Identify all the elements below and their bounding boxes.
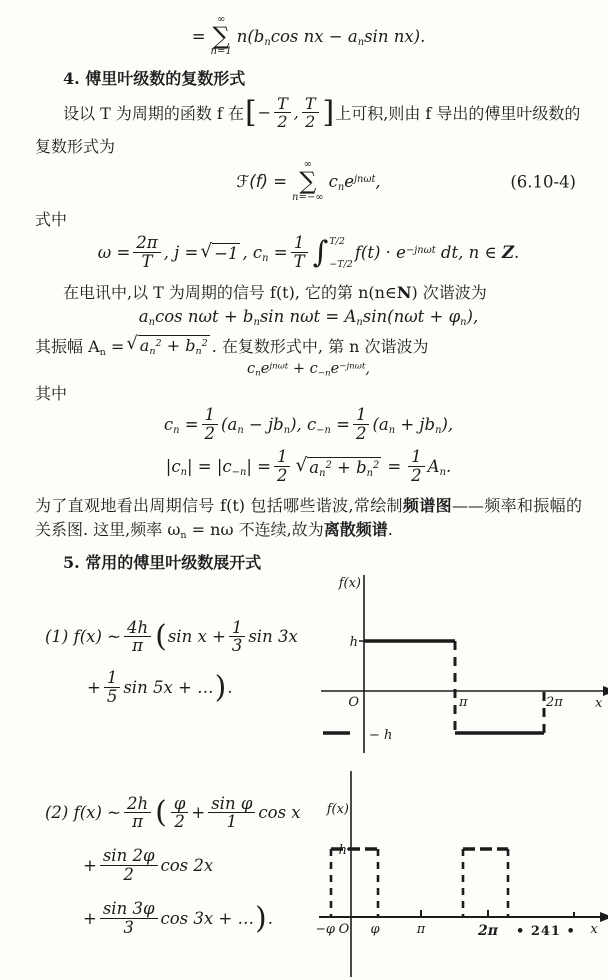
fraction-2pi-over-T <box>133 234 160 271</box>
formula-1-term1: sin x + <box>167 627 226 647</box>
fraction-T-over-2-right <box>302 95 319 131</box>
h-label: h <box>349 634 358 650</box>
formula-2-line2 <box>45 847 317 884</box>
numerator: sin 3φ <box>100 900 158 919</box>
denominator: 2 <box>305 112 316 132</box>
fraction-one-fifth <box>104 669 121 706</box>
equation-modulus <box>35 448 582 486</box>
equation-termwise-derivative <box>35 14 582 58</box>
numerator: 4h <box>124 619 151 638</box>
two-pi-label: 2π <box>478 922 498 939</box>
pi-label: π <box>459 694 468 710</box>
fraction-one-half <box>353 406 370 443</box>
j-definition: , j = <box>163 243 199 263</box>
integral-operator <box>313 236 353 270</box>
numerator: φ <box>171 795 189 814</box>
left-bracket: [ <box>244 95 257 131</box>
x-axis-arrow <box>603 686 608 696</box>
square-root-amplitude <box>295 454 381 479</box>
denominator: 2 <box>411 466 422 486</box>
fraction-4h-over-pi <box>124 619 151 656</box>
formula-2-line1 <box>45 795 317 832</box>
integral-upper-limit: T/2 <box>329 235 345 247</box>
y-axis-label: f(x) <box>326 801 349 817</box>
formula-1-term2: sin 3x <box>248 627 298 647</box>
integrand: $f(t) \cdot e^{-jn\omega t}$ dt, n ∈ Z. <box>354 243 520 263</box>
square-root-minus-one <box>200 240 240 263</box>
formula-1-line1 <box>45 619 317 656</box>
comma: , <box>293 103 299 123</box>
numerator: sin 2φ <box>100 847 158 866</box>
square-root-amplitude <box>126 335 209 355</box>
series-term: $n(b_n\cos$ nx − $a_n\sin$ nx). <box>236 26 426 48</box>
denominator: 1 <box>226 812 238 832</box>
numerator: T <box>302 95 319 113</box>
formula-2-term2: cos 2x <box>160 855 214 875</box>
denominator: T <box>293 252 305 272</box>
pi-label: π <box>416 921 426 937</box>
formula-2-term3: cos 3x + … <box>160 908 255 928</box>
equation-cn-coefficients <box>35 406 582 444</box>
sigma-symbol: ∑ <box>299 167 317 196</box>
plus-sign: + <box>191 803 206 823</box>
complex-pair-expression: $c_ne^{jn\omega t} + c_{-n}e^{-jn\omega t}$, <box>247 360 370 379</box>
left-paren: ( <box>155 619 167 655</box>
denominator: 5 <box>106 686 118 706</box>
square-wave-graph <box>317 573 608 765</box>
telecom-paragraph: 在电讯中,以 T 为周期的信号 f(t), 它的第 n(n∈N) 次谐波为 <box>63 282 487 302</box>
square-wave-svg <box>317 573 608 761</box>
denominator: 2 <box>123 864 134 884</box>
right-paren: ) <box>214 669 227 705</box>
minus-h-label: − h <box>369 727 393 743</box>
formula-1-term3: sin 5x + … <box>123 677 214 697</box>
fraction-T-over-2-left <box>274 95 291 131</box>
radical-sign: √ <box>295 454 308 476</box>
fraction-phi-over-2 <box>171 795 189 832</box>
formula-2-line3 <box>45 900 317 937</box>
radicand: −1 <box>214 243 239 263</box>
minus-sign: − <box>257 103 272 123</box>
denominator: π <box>132 636 143 656</box>
numerator: sin φ <box>208 795 255 814</box>
equation-number: (6.10-4) <box>510 172 576 192</box>
intro-text-lead: 设以 T 为周期的函数 f 在 <box>63 104 244 124</box>
fourier-operator: ℱ(f) = <box>236 172 288 192</box>
numerator: 1 <box>229 619 246 638</box>
equation-coefficients <box>35 230 582 276</box>
fraction-2h-over-pi <box>124 795 151 832</box>
two-pi-label: 2π <box>546 694 563 710</box>
denominator: 2 <box>204 424 216 444</box>
numerator: 1 <box>353 406 370 425</box>
cn-lhs: $c_n$ = <box>163 415 199 436</box>
spectrum-paragraph: 为了直观地看出周期信号 f(t) 包括哪些谐波,常绘制频谱图——频率和振幅的关系图. 这里,频率 $\omega_n = n\omega$ 不连续,故为离散频谱. <box>35 495 582 541</box>
formula-2 <box>35 769 317 937</box>
plus-sign: + <box>83 855 97 875</box>
fraction-one-half <box>274 448 291 485</box>
x-label: x <box>590 921 598 937</box>
denominator: 3 <box>123 917 134 937</box>
h-label: h <box>338 842 347 858</box>
series-term: $c_ne^{jn\omega t}$, <box>328 172 381 193</box>
sigma-symbol: ∑ <box>212 21 230 50</box>
denominator: 3 <box>231 636 243 656</box>
right-paren: ) <box>255 900 267 936</box>
section-5-heading: 5. 常用的傅里叶级数展开式 <box>63 552 262 572</box>
equation-complex-fourier <box>35 159 582 205</box>
plus-sign: + <box>83 908 97 928</box>
numerator: 1 <box>104 669 121 688</box>
plus-sign: + <box>87 677 101 697</box>
intro-text-tail: 上可积,则由 f 导出的傅里叶级数的 <box>335 104 581 124</box>
left-paren: ( <box>155 795 167 831</box>
period: . <box>227 677 233 697</box>
summation-operator <box>211 15 232 58</box>
numerator: 2h <box>124 795 151 814</box>
phi-label: φ <box>370 921 380 937</box>
fraction-one-half <box>202 406 219 443</box>
omega-definition: ω = <box>97 243 131 263</box>
pulse-train-graph <box>317 769 608 980</box>
x-label: x <box>595 695 603 711</box>
harmonic-expression: $a_n\cos$ $n\omega t + b_n\sin$ $n\omega t = A_n\sin(n\omega t + \varphi_n)$, <box>138 307 479 328</box>
expansion-1-row <box>35 573 603 765</box>
fraction-1-over-T <box>291 234 308 271</box>
minus-phi-label: −φ <box>317 921 335 937</box>
section-4-heading: 4. 傅里叶级数的复数形式 <box>63 69 246 88</box>
denominator: 2 <box>276 466 288 486</box>
among-label: 其中 <box>35 383 68 403</box>
fraction-one-half <box>408 448 425 485</box>
equation-nth-harmonic <box>35 305 582 329</box>
fraction-sin3phi-over-3 <box>100 900 158 937</box>
denominator: 2 <box>277 112 288 132</box>
formula-1-line2 <box>45 669 317 706</box>
fraction-sin2phi-over-2 <box>100 847 158 884</box>
denominator: 2 <box>355 424 367 444</box>
right-bracket: ] <box>322 95 335 131</box>
page-number: • 241 • <box>516 924 576 939</box>
numerator: 1 <box>291 234 308 253</box>
amplitude-lead: 其振幅 $A_n$ = <box>35 336 125 358</box>
sum-lower-limit: n=1 <box>210 46 232 58</box>
denominator: T <box>141 252 153 272</box>
formula-2-label: (2) f(x) ~ <box>45 803 121 823</box>
numerator: 1 <box>202 406 219 425</box>
radical-sign: √ <box>200 240 213 262</box>
summation-operator <box>292 160 324 203</box>
equation-complex-harmonic-pair <box>35 359 582 379</box>
x-axis-arrow <box>600 912 608 922</box>
sum-upper-limit: ∞ <box>303 159 312 171</box>
equals-sign: = <box>387 457 402 477</box>
amplitude-tail: . 在复数形式中, 第 n 次谐波为 <box>211 336 429 356</box>
numerator: 1 <box>408 448 425 467</box>
y-axis-label: f(x) <box>338 575 361 591</box>
intro-paragraph-line1 <box>35 95 582 131</box>
denominator: 2 <box>174 812 185 832</box>
where-label: 式中 <box>35 209 68 229</box>
formula-1 <box>35 573 317 706</box>
pulse-train-svg <box>317 769 608 980</box>
formula-1-label: (1) f(x) ~ <box>45 627 121 647</box>
cn-definition: , $c_n$ = <box>242 243 288 264</box>
denominator: π <box>132 812 143 832</box>
formula-2-term1: cos x <box>258 803 301 823</box>
fraction-one-third <box>229 619 246 656</box>
radical-sign: √ <box>126 333 138 355</box>
sum-upper-limit: ∞ <box>216 13 226 25</box>
numerator: 1 <box>274 448 291 467</box>
intro-paragraph-line2: 复数形式为 <box>35 136 116 156</box>
numerator: 2π <box>133 234 160 253</box>
integral-lower-limit: −T/2 <box>329 258 353 270</box>
modulus-lhs: $|c_n| = |c_{-n}|$ = <box>165 457 271 478</box>
period: . <box>267 908 273 928</box>
cn-tail: $(a_n + jb_n)$, <box>372 415 454 436</box>
expansion-2-row <box>35 769 598 980</box>
equals-sign: = <box>191 26 206 46</box>
cn-middle: $(a_n - jb_n)$, $c_{-n}$ = <box>221 415 350 436</box>
radicand: $a_n^2 + b_n^2$ <box>139 336 208 357</box>
origin-label: O <box>348 694 359 710</box>
origin-label: O <box>338 921 350 937</box>
amplitude-paragraph <box>35 334 582 357</box>
integral-sign: ∫ <box>312 234 329 270</box>
numerator: T <box>274 95 291 113</box>
sum-lower-limit: n=−∞ <box>292 191 324 203</box>
radicand: $a_n^2 + b_n^2$ <box>309 457 380 479</box>
fraction-sinphi-over-1 <box>208 795 255 832</box>
modulus-tail: $A_n$. <box>427 457 452 478</box>
